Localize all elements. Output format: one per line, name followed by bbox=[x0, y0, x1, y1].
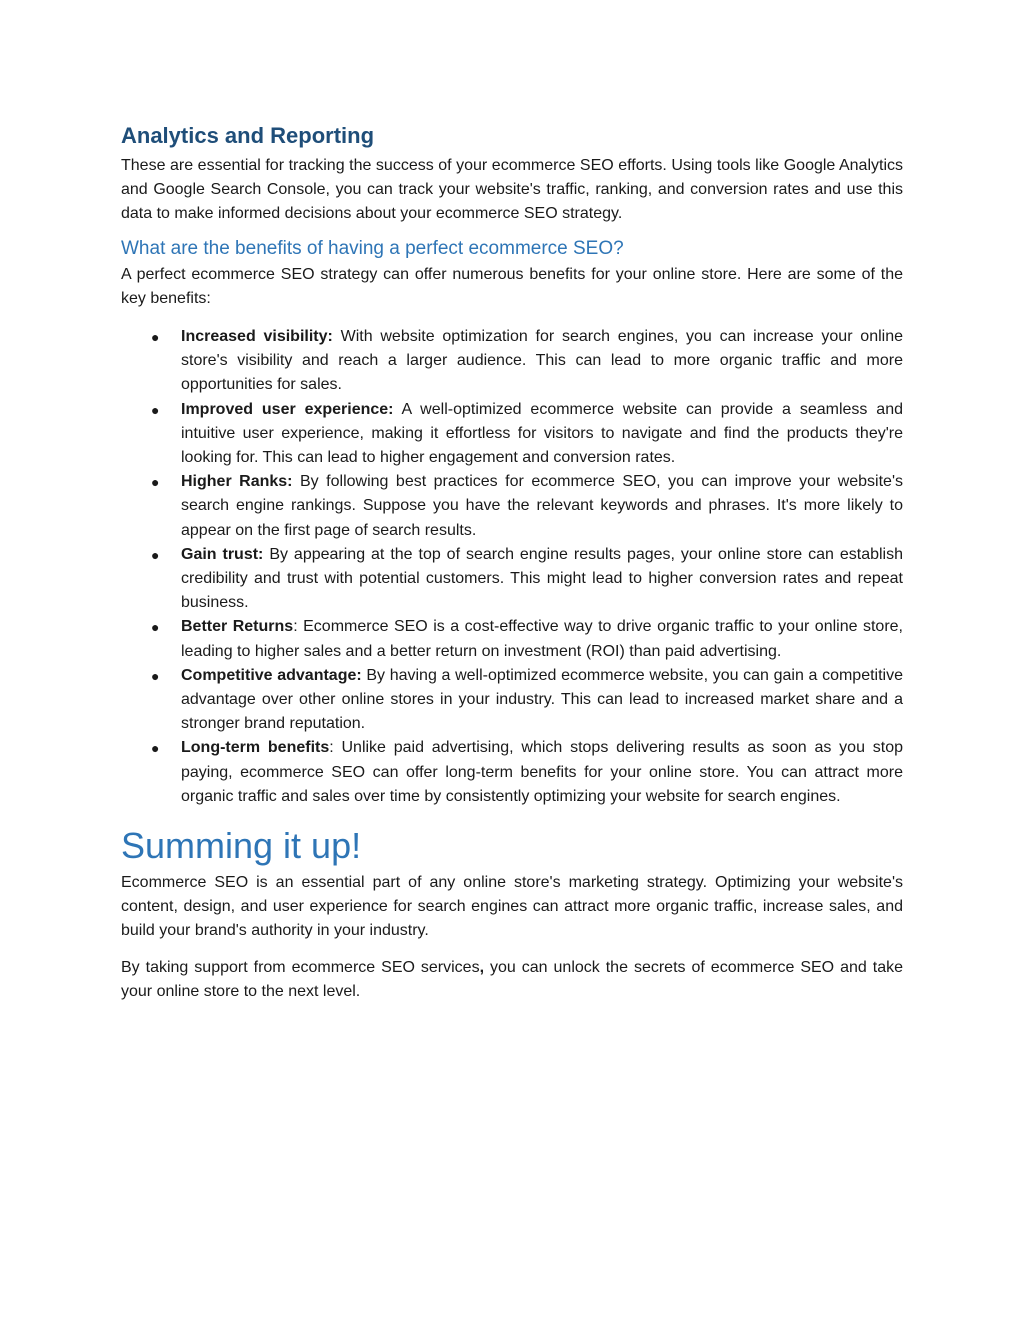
list-item bbox=[121, 543, 903, 616]
bullet-icon: ● bbox=[151, 474, 160, 491]
list-item bbox=[121, 398, 903, 471]
bullet-icon: ● bbox=[151, 667, 160, 684]
analytics-paragraph: These are essential for tracking the success of your ecommerce SEO efforts. Using tools like Google Analytics and Google Search Console, you can track your website's traffic, ranking, and conversion rates and use this data to make informed decisions about your ecommerce SEO strategy. bbox=[121, 157, 903, 223]
list-item-text: : Unlike paid advertising, which stops delivering results as soon as you stop paying, ecommerce SEO can offer long-term benefits for your online store. You can attract more organic traffic and sales over time by consistently optimizing your website for search engines. bbox=[181, 739, 904, 805]
list-item-term: Higher Ranks: bbox=[181, 473, 293, 491]
list-item-text: A well-optimized ecommerce website can provide a seamless and intuitive user experience, making it effortless for visitors to navigate and find the products they're looking for. This can lead to higher engagement and conversion rates. bbox=[181, 400, 903, 467]
list-item bbox=[121, 470, 903, 543]
benefits-list bbox=[121, 325, 903, 809]
list-item-term: Long-term benefits bbox=[181, 739, 330, 757]
summary-paragraph-2-end: you can unlock the secrets of ecommerce SEO and take your online store to the next level. bbox=[121, 958, 903, 1000]
list-item bbox=[121, 325, 903, 398]
list-item bbox=[121, 736, 903, 809]
list-item-term: Competitive advantage: bbox=[181, 666, 362, 684]
summary-paragraph-2 bbox=[121, 956, 903, 1004]
summary-paragraph-2-comma: , bbox=[479, 958, 485, 976]
list-item-text: By appearing at the top of search engine results pages, your online store can establish credibility and trust with potential customers. This might lead to higher conversion rates and repeat business. bbox=[181, 545, 904, 612]
list-item-text: By following best practices for ecommerce SEO, you can improve your website's search engine rankings. Suppose you have the relevant keywords and phrases. It's more likely to appear on the first page of search results. bbox=[181, 473, 904, 539]
benefits-intro: A perfect ecommerce SEO strategy can offer numerous benefits for your online store. Here are some of the key benefits: bbox=[121, 265, 903, 307]
list-item-text: : Ecommerce SEO is a cost-effective way to drive organic traffic to your online store, leading to higher sales and a better return on investment (ROI) than paid advertising. bbox=[181, 618, 903, 660]
document-page bbox=[121, 118, 903, 1004]
bullet-icon: ● bbox=[151, 546, 160, 563]
list-item-term: Improved user experience: bbox=[181, 400, 394, 418]
bullet-icon: ● bbox=[151, 329, 160, 346]
bullet-icon: ● bbox=[151, 619, 160, 636]
benefits-heading: What are the benefits of having a perfect ecommerce SEO? bbox=[121, 237, 624, 259]
summary-paragraph-1: Ecommerce SEO is an essential part of any online store's marketing strategy. Optimizing your website's content, design, and user experience for search engines can attract more organic traffic, increase sales, and build your brand's authority in your industry. bbox=[121, 874, 903, 940]
list-item bbox=[121, 615, 903, 663]
list-item-term: Increased visibility: bbox=[181, 328, 333, 346]
bullet-icon: ● bbox=[151, 401, 160, 418]
list-item-term: Gain trust: bbox=[181, 545, 264, 563]
list-item-text: By having a well-optimized ecommerce website, you can gain a competitive advantage over other online stores in your industry. This can lead to increased market share and a stronger brand reputation. bbox=[181, 666, 904, 733]
bullet-icon: ● bbox=[151, 740, 160, 757]
list-item-text: With website optimization for search engines, you can increase your online store's visibility and reach a larger audience. This can lead to more organic traffic and more opportunities for sales. bbox=[181, 328, 904, 394]
analytics-heading: Analytics and Reporting bbox=[121, 123, 375, 148]
summary-heading: Summing it up! bbox=[121, 825, 362, 867]
list-item bbox=[121, 664, 903, 737]
summary-paragraph-2-start: By taking support from ecommerce SEO services bbox=[121, 958, 480, 976]
list-item-term: Better Returns bbox=[181, 618, 294, 636]
